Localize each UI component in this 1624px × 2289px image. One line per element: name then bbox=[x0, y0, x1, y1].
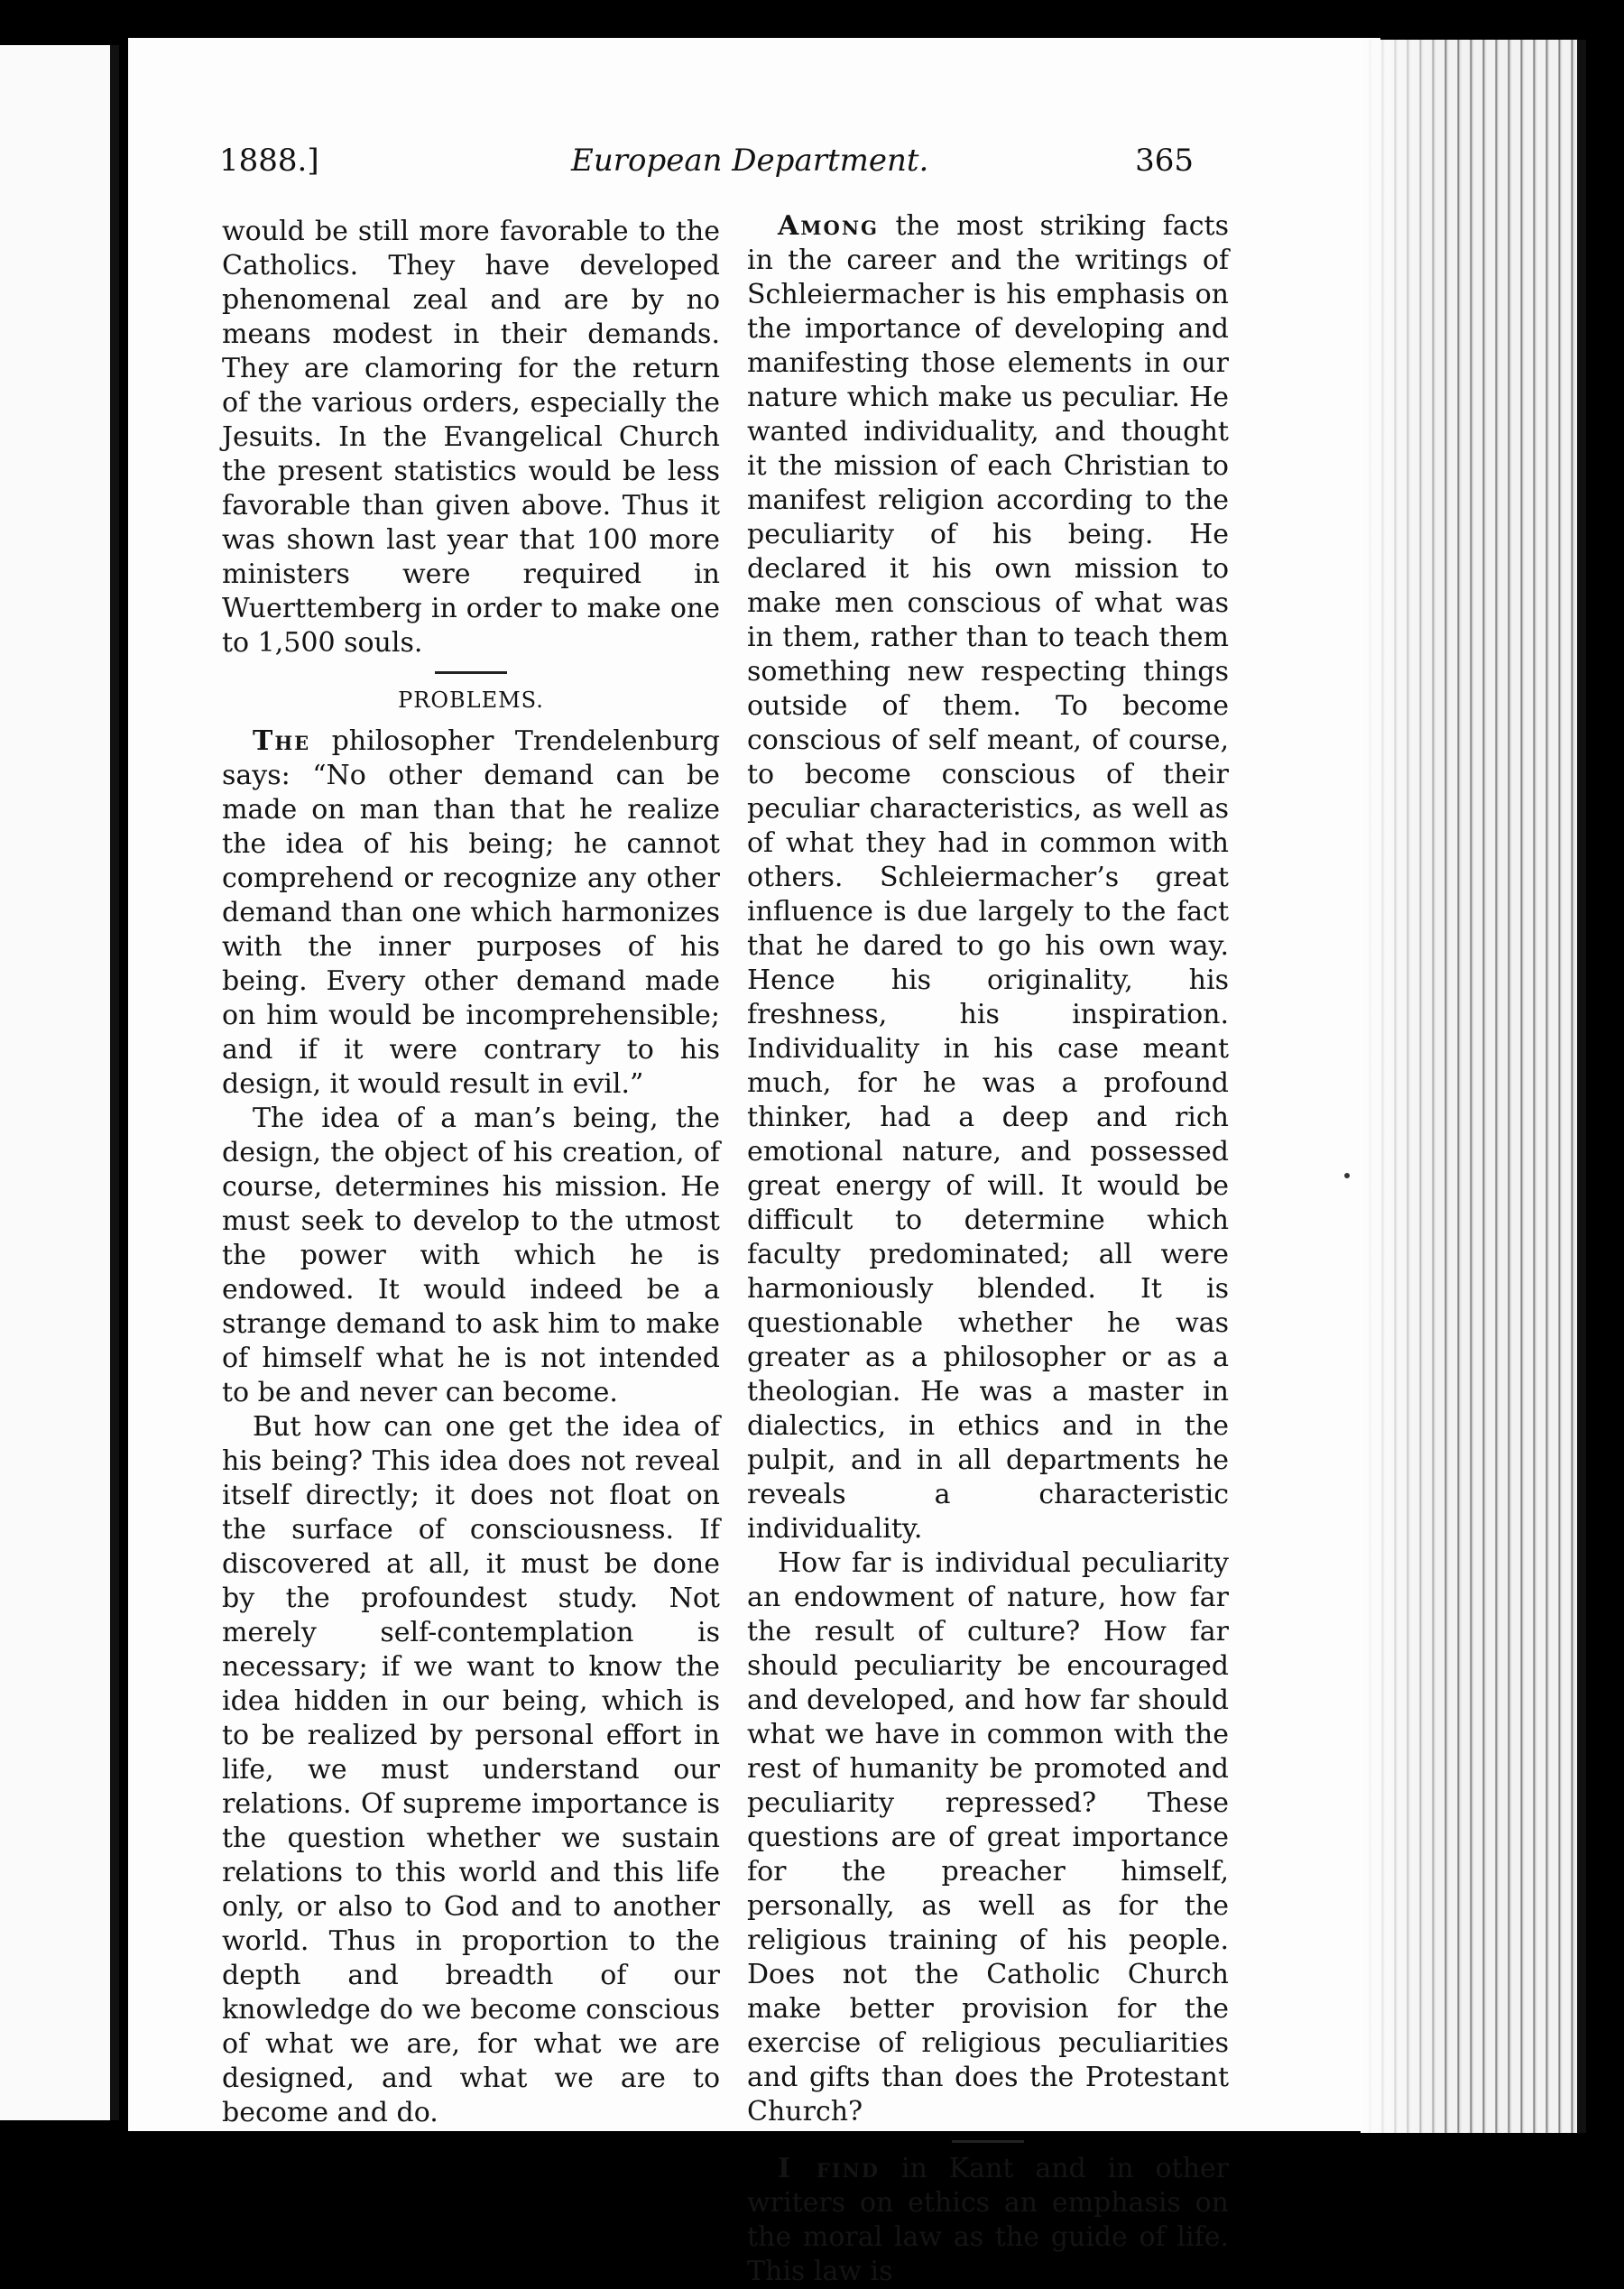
section-divider bbox=[435, 671, 507, 674]
left-column bbox=[222, 215, 720, 2130]
paragraph-lead: The bbox=[253, 725, 311, 757]
left-paragraph-2 bbox=[222, 725, 720, 1102]
right-paragraph-2: How far is individual peculiarity an endowment of nature, how far the result of culture? How far should peculiarity be encouraged and developed, and how far should what we have in common with the rest of humanity be promoted and peculiarity repressed? These questions are of great importance for the preacher himself, personally, as well as for the religious training of his people. Does not the Catholic Church make better provision for the exercise of religious peculiarities and gifts than does the Protestant Church? bbox=[747, 1547, 1229, 2127]
facing-page-edge bbox=[0, 45, 119, 2120]
paragraph-text: philosopher Trendelenburg says: “No other demand can be made on man than that he realize the idea of his being; he cannot comprehend or recognize any other demand than one which harmonizes with the inner purposes of his being. Every other demand made on him would be incomprehensible; and if it were contrary to his design, it would result in evil.” bbox=[222, 725, 720, 1100]
page-edges bbox=[1361, 40, 1586, 2133]
page-number: 365 bbox=[1135, 143, 1194, 179]
left-paragraph-3: The idea of a man’s being, the design, the object of his creation, of course, determines his mission. He must seek to develop to the utmost the power with which he is endowed. It would indeed be a strange demand to ask him to make of himself what he is not intended to be and never can become. bbox=[222, 1103, 720, 1408]
right-paragraph-3 bbox=[747, 2152, 1229, 2289]
section-divider bbox=[952, 2140, 1024, 2143]
running-header bbox=[219, 143, 1194, 197]
paragraph-lead: I find bbox=[778, 2153, 880, 2184]
header-title: European Department. bbox=[571, 143, 929, 179]
ink-speck bbox=[1344, 1173, 1350, 1178]
left-paragraph-1: would be still more favorable to the Catholics. They have developed phenomenal zeal and are by no means modest in their demands. They are clamoring for the return of the various orders, especially the Jesuits. In the Evangelical Church the present statistics would be less favorable than given above. Thus it was shown last year that 100 more ministers were required in Wuerttemberg in order to make one to 1,500 souls. bbox=[222, 216, 720, 659]
paragraph-text: in Kant and in other writers on ethics an emphasis on the moral law as the guide of life. This law is bbox=[747, 2153, 1229, 2287]
header-year: 1888.] bbox=[219, 143, 319, 179]
paragraph-lead: Among bbox=[778, 210, 879, 242]
left-paragraph-4: But how can one get the idea of his being? This idea does not reveal itself directly; it does not float on the surface of consciousness. If discovered at all, it must be done by the profoundest study. Not merely self-contemplation is necessary; if we want to know the idea hidden in our being, which is to be realized by personal effort in life, we must understand our relations. Of supreme importance is the question whether we sustain relations to this world and this life only, or also to God and to another world. Thus in proportion to the depth and breadth of our knowledge do we become conscious of what we are, for what we are designed, and what we are to become and do. bbox=[222, 1411, 720, 2128]
paragraph-text: the most striking facts in the career and the writings of Schleiermacher is his emphasis on the importance of developing and manifesting those elements in our nature which make us peculiar. He wanted individuality, and thought it the mission of each Christian to manifest religion according to the peculiarity of his being. He declared it his own mission to make men conscious of what was in them, rather than to teach them something new respecting things outside of them. To become conscious of self meant, of course, to become conscious of their peculiar characteristics, as well as of what they had in common with others. Schleiermacher’s great influence is due largely to the fact that he dared to go his own way. Hence his originality, his freshness, his inspiration. Individuality in his case meant much, for he was a profound thinker, had a deep and rich emotional nature, and possessed great energy of will. It would be difficult to determine which faculty predominated; all were harmoniously blended. It is questionable whether he was greater as a philosopher or as a theologian. He was a master in dialectics, in ethics and in the pulpit, and in all departments he reveals a characteristic individuality. bbox=[747, 210, 1229, 1545]
right-column bbox=[747, 209, 1229, 2289]
right-paragraph-1 bbox=[747, 209, 1229, 1546]
section-heading: PROBLEMS. bbox=[398, 688, 544, 713]
